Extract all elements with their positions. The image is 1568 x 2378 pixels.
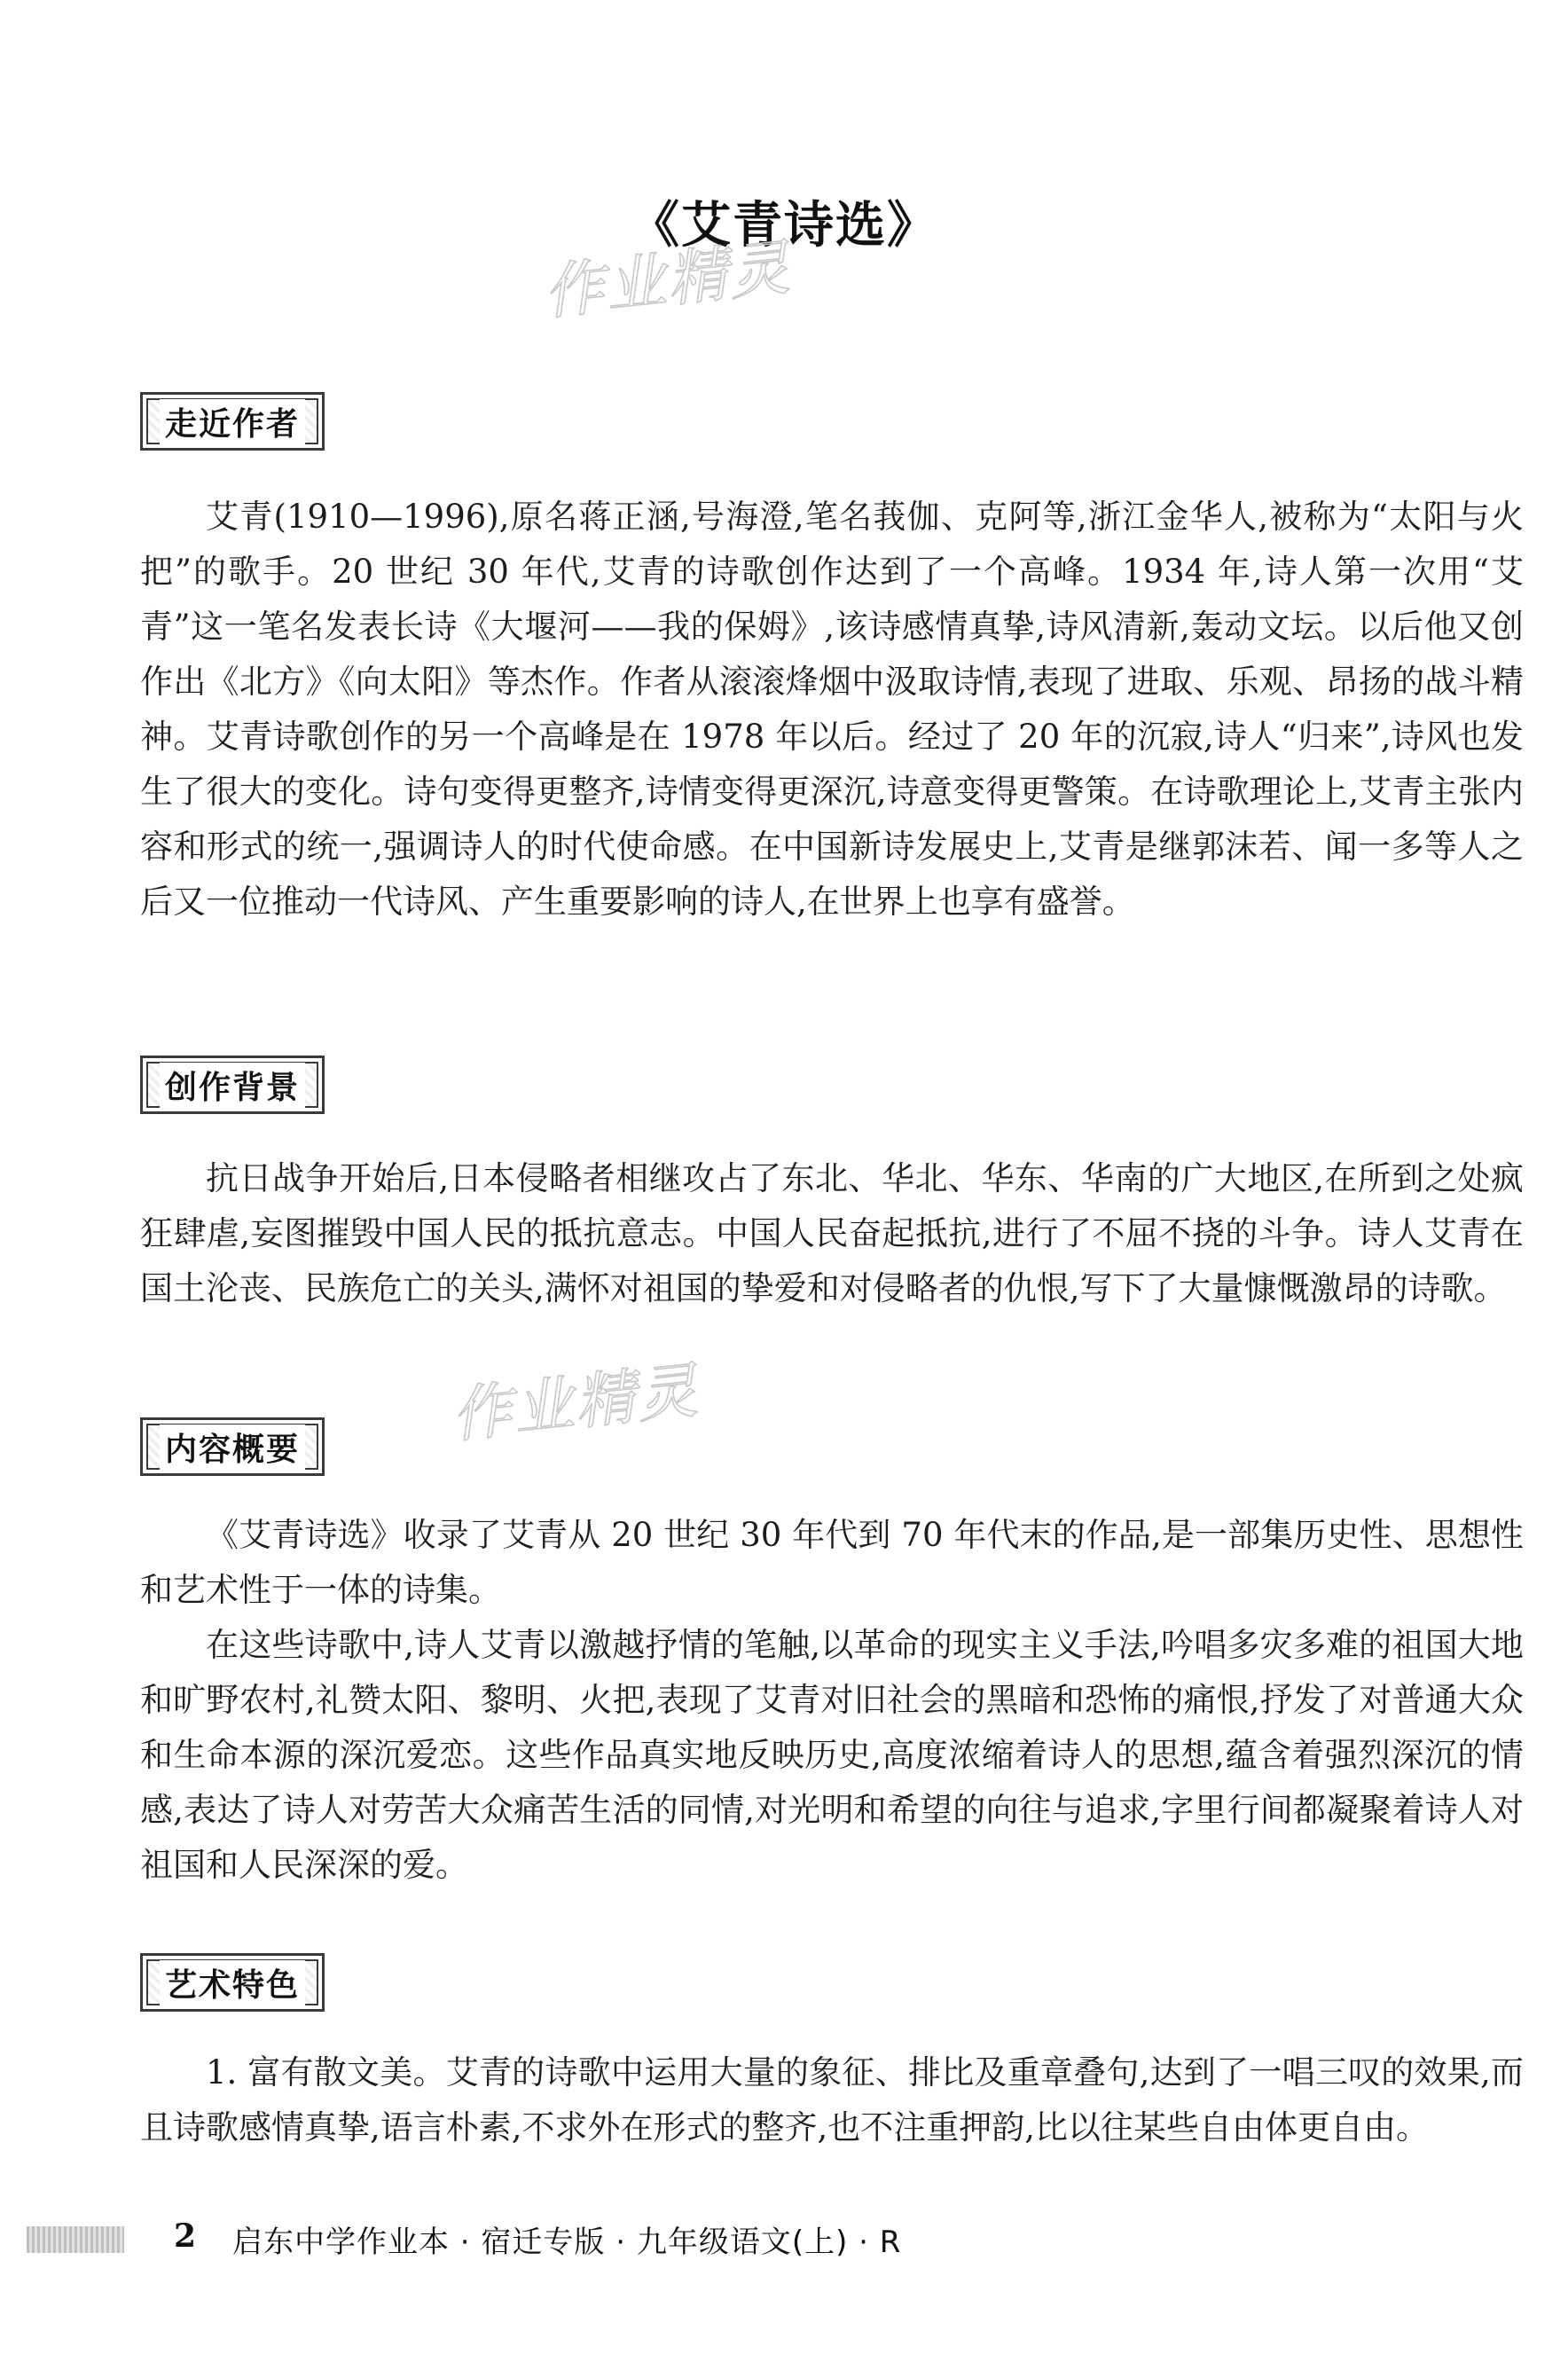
page-number: 2: [174, 2217, 197, 2255]
section-heading-summary: [140, 1417, 325, 1476]
art-paragraph: 1. 富有散文美。艾青的诗歌中运用大量的象征、排比及重章叠句,达到了一唱三叹的效果,而且诗歌感情真挚,语言朴素,不求外在形式的整齐,也不注重押韵,比以往某些自由体更自由。: [140, 2053, 1524, 2146]
section-heading-author: [140, 392, 325, 451]
summary-paragraph: 《艾青诗选》收录了艾青从 20 世纪 30 年代到 70 年代末的作品,是一部集历史性、思想性和艺术性于一体的诗集。: [140, 1516, 1524, 1609]
section-heading-label: 艺术特色: [160, 1960, 305, 2005]
background-paragraph: 抗日战争开始后,日本侵略者相继攻占了东北、华北、华东、华南的广大地区,在所到之处疯狂肆虐,妄图摧毁中国人民的抵抗意志。中国人民奋起抵抗,进行了不屈不挠的斗争。诗人艾青在国土沦丧、民族危亡的关头,满怀对祖国的挚爱和对侵略者的仇恨,写下了大量慷慨激昂的诗歌。: [140, 1159, 1524, 1307]
book-title: 启东中学作业本 · 宿迁专版 · 九年级语文(上) · R: [232, 2225, 902, 2260]
section-heading-label: 创作背景: [160, 1063, 305, 1108]
section-heading-background: [140, 1056, 325, 1114]
watermark: 作业精灵: [448, 1355, 703, 1452]
footer-decoration: [27, 2226, 124, 2253]
section-heading-label: 内容概要: [160, 1424, 305, 1470]
watermark: 作业精灵: [540, 232, 796, 329]
summary-paragraph: 在这些诗歌中,诗人艾青以激越抒情的笔触,以革命的现实主义手法,吟唱多灾多难的祖国大地和旷野农村,礼赞太阳、黎明、火把,表现了艾青对旧社会的黑暗和恐怖的痛恨,抒发了对普通大众和生命本源的深沉爱恋。这些作品真实地反映历史,高度浓缩着诗人的思想,蕴含着强烈深沉的情感,表达了诗人对劳苦大众痛苦生活的同情,对光明和希望的向往与追求,字里行间都凝聚着诗人对祖国和人民深深的爱。: [140, 1626, 1525, 1884]
author-paragraph: 艾青(1910—1996),原名蒋正涵,号海澄,笔名莪伽、克阿等,浙江金华人,被称为“太阳与火把”的歌手。20 世纪 30 年代,艾青的诗歌创作达到了一个高峰。1934 年,诗人第一次用“艾青”这一笔名发表长诗《大堰河——我的保姆》,该诗感情真挚,诗风清新,轰动文坛。以后他又创作出《北方》《向太阳》等杰作。作者从滚滚烽烟中汲取诗情,表现了进取、乐观、昂扬的战斗精神。艾青诗歌创作的另一个高峰是在 1978 年以后。经过了 20 年的沉寂,诗人“归来”,诗风也发生了很大的变化。诗句变得更整齐,诗情变得更深沉,诗意变得更警策。在诗歌理论上,艾青主张内容和形式的统一,强调诗人的时代使命感。在中国新诗发展史上,艾青是继郭沫若、闻一多等人之后又一位推动一代诗风、产生重要影响的诗人,在世界上也享有盛誉。: [140, 498, 1524, 921]
page-title: 《艾青诗选》: [630, 197, 938, 255]
section-heading-art: [140, 1953, 325, 2012]
section-heading-label: 走近作者: [160, 399, 305, 444]
